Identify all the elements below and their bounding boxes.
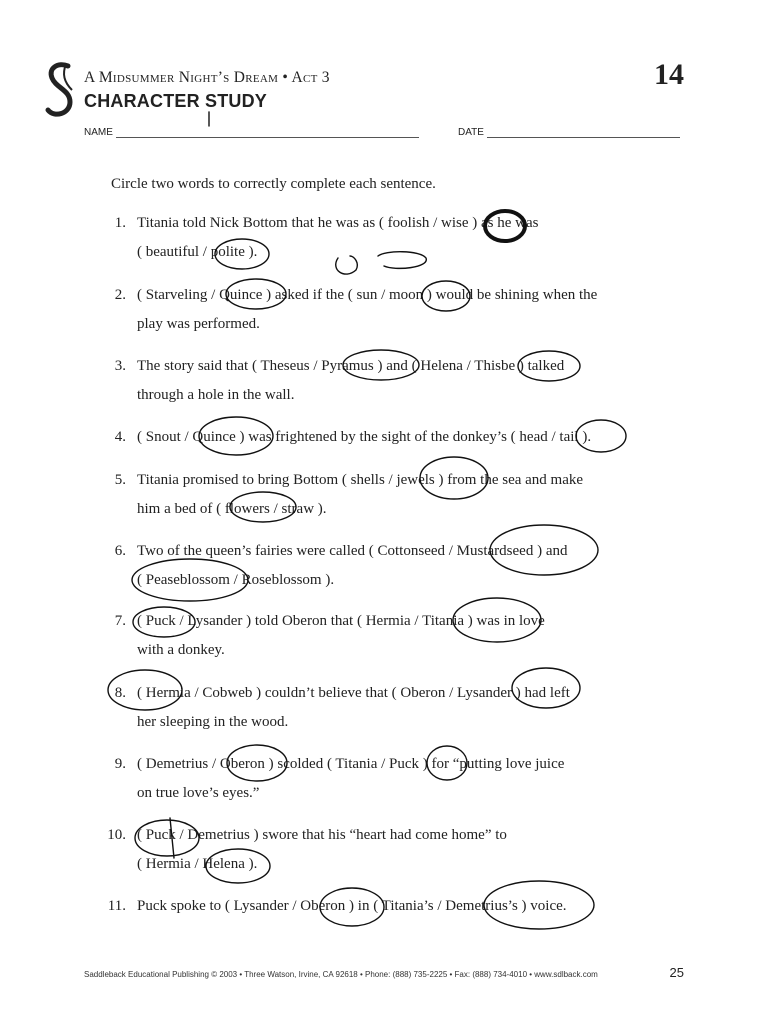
question-text: ( Starveling / Quince ) asked if the ( sun / moon ) would be shining when the play was performed.: [137, 287, 598, 332]
question-item: [100, 607, 700, 665]
question-number: 9.: [114, 756, 126, 772]
question-text: ( Snout / Quince ) was frightened by the sight of the donkey’s ( head / tail ).: [137, 429, 592, 445]
question-item: [100, 466, 700, 524]
publisher-logo-icon: [40, 60, 80, 120]
question-number: 11.: [107, 898, 126, 914]
question-number: 5.: [114, 472, 126, 488]
question-number: 2.: [114, 287, 126, 303]
question-text: ( Hermia / Cobweb ) couldn’t believe that ( Oberon / Lysander ) had left her sleeping in the wood.: [137, 685, 570, 730]
question-item: [100, 281, 700, 339]
worksheet-number: 14: [654, 58, 684, 91]
question-item: [100, 537, 700, 595]
question-item: [100, 423, 700, 452]
series-title: A Midsummer Night’s Dream • Act 3: [84, 69, 330, 86]
footer-page-number: 25: [669, 965, 684, 980]
question-item: [100, 750, 700, 808]
question-number: 10.: [107, 827, 126, 843]
question-number: 1.: [114, 215, 126, 231]
name-line: [116, 127, 419, 138]
question-text: Titania promised to bring Bottom ( shells / jewels ) from the sea and make him a bed of ( flowers / straw ).: [137, 472, 584, 517]
question-text: Titania told Nick Bottom that he was as ( foolish / wise ) as he was ( beautiful / polite ).: [137, 215, 539, 260]
question-text: ( Puck / Lysander ) told Oberon that ( Hermia / Titania ) was in love with a donkey.: [137, 613, 545, 658]
question-number: 7.: [114, 613, 126, 629]
name-field: [84, 127, 419, 138]
question-number: 4.: [114, 429, 126, 445]
question-item: [100, 679, 700, 737]
question-item: [100, 209, 700, 267]
question-item: [100, 892, 700, 921]
date-line: [487, 127, 680, 138]
question-number: 3.: [114, 358, 126, 374]
question-item: [100, 352, 700, 410]
date-field: [458, 127, 680, 138]
name-label: NAME: [84, 127, 113, 138]
question-text: ( Puck / Demetrius ) swore that his “heart had come home” to ( Hermia / Helena ).: [137, 827, 507, 872]
question-number: 6.: [114, 543, 126, 559]
date-label: DATE: [458, 127, 484, 138]
instructions: Circle two words to correctly complete each sentence.: [111, 176, 436, 192]
question-text: Puck spoke to ( Lysander / Oberon ) in ( Titania’s / Demetrius’s ) voice.: [137, 898, 567, 914]
question-text: ( Demetrius / Oberon ) scolded ( Titania / Puck ) for “putting love juice on true love’s eyes.”: [137, 756, 565, 801]
question-number: 8.: [114, 685, 126, 701]
question-item: [100, 821, 700, 879]
question-text: Two of the queen’s fairies were called ( Cottonseed / Mustardseed ) and ( Peaseblossom / Roseblossom ).: [137, 543, 568, 588]
publisher-footer: Saddleback Educational Publishing © 2003 • Three Watson, Irvine, CA 92618 • Phone: (888) 735-2225 • Fax: (888) 734-4010 • www.sdlback.com: [84, 970, 598, 979]
question-text: The story said that ( Theseus / Pyramus ) and ( Helena / Thisbe ) talked through a hole in the wall.: [137, 358, 565, 403]
worksheet-title: CHARACTER STUDY: [84, 91, 267, 111]
